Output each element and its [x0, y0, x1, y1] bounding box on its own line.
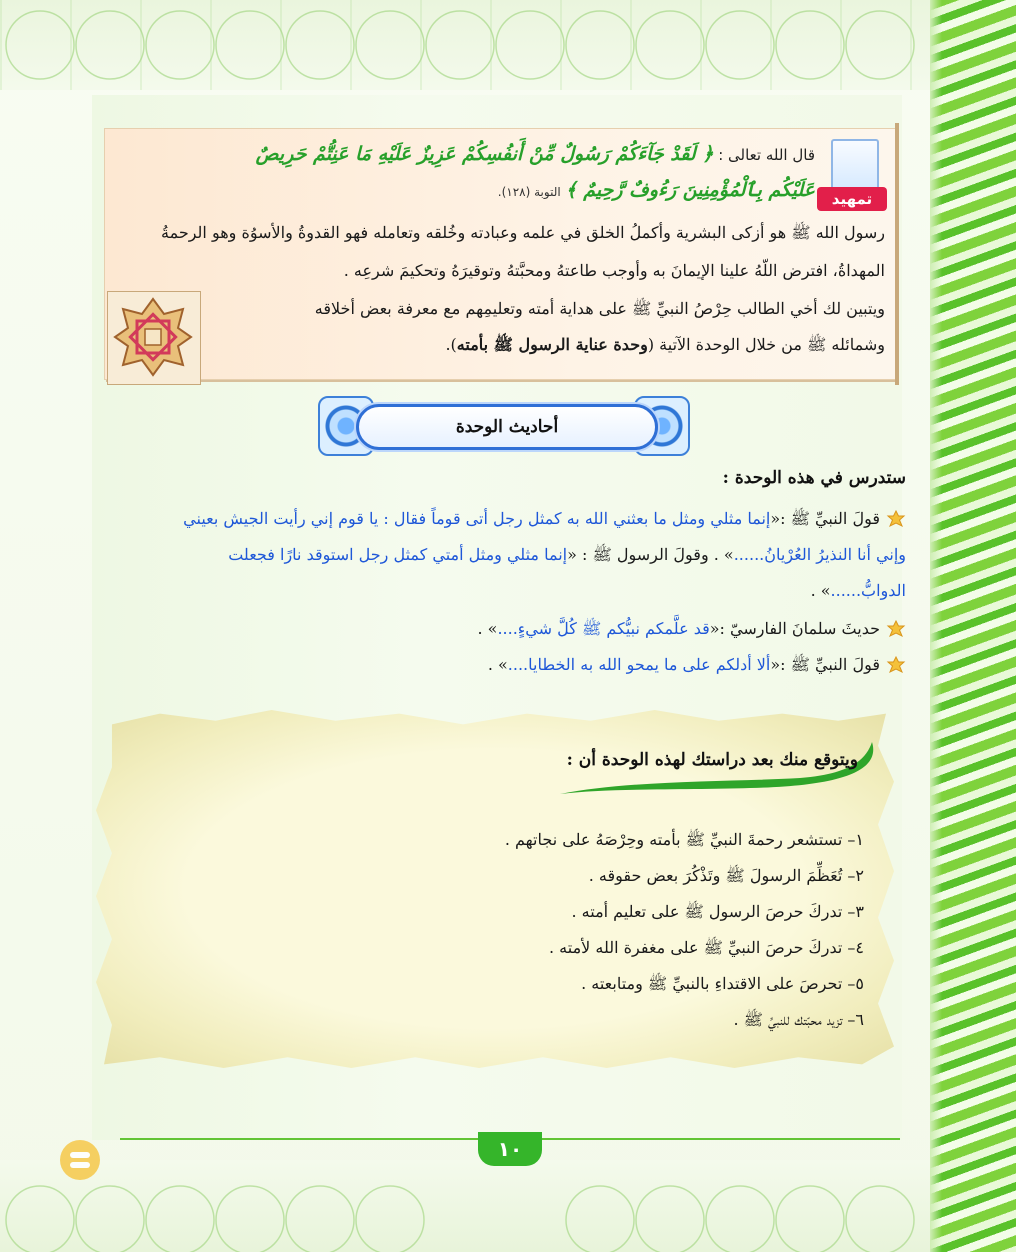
verse-source: التوبة (١٢٨).	[497, 185, 561, 199]
hadith-2-intro: » . وقولَ الرسول ﷺ : «	[567, 545, 734, 564]
star-bullet-icon	[886, 620, 906, 640]
hadith-2-end: » .	[810, 581, 831, 600]
hadith-bullet-3	[488, 652, 906, 678]
banner-title: أحاديث الوحدة	[455, 417, 559, 437]
star-bullet-icon	[886, 656, 906, 676]
intro-line-3: ويتبين لك أخي الطالب حِرْصُ النبيِّ ﷺ على هداية أمته وتعليمِهم مع معرفة بعض أخلاقه	[314, 299, 885, 318]
objective-item: ٣– تدركَ حرصَ الرسول ﷺ على تعليم أمته .	[571, 902, 864, 921]
hadith-3-text: قد علَّمكم نبيُّكم ﷺ كُلَّ شيءٍ....	[497, 619, 710, 638]
badge-label: تمهيد	[817, 187, 887, 211]
unit-title: وحدة عناية الرسول ﷺ بأمته	[456, 335, 648, 354]
intro-line-4-start: وشمائله ﷺ من خلال الوحدة الآتية (	[647, 335, 885, 354]
objective-item: ٢– تُعَظِّمَ الرسولَ ﷺ وتَذْكُرَ بعض حقوقه .	[588, 866, 864, 885]
hadith-2-text-cont: الدوابُّ......	[830, 581, 906, 600]
hadith-banner	[318, 394, 690, 454]
objective-item: ٤– تدركَ حرصَ النبيِّ ﷺ على مغفرة الله لأمته .	[549, 938, 864, 957]
hadith-3-intro: حديثَ سلمانَ الفارسيّ :«	[709, 619, 880, 638]
objectives-parchment	[96, 710, 894, 1068]
hadith-section-title: ستدرس في هذه الوحدة :	[722, 468, 906, 488]
verse-text-2: عَلَيْكُم بِٱلْمُؤْمِنِينَ رَءُوفٌ رَّحِيمٌ ﴾	[565, 179, 815, 201]
star-ornament-icon	[113, 297, 193, 377]
intro-line-2: المهداةُ، افترض اللّهُ علينا الإيمانَ به وأوجب طاعتهُ ومحبَّتهُ وتوقيرَهُ وتحكيمَ شرعِه .	[343, 261, 885, 280]
verse-line-2	[498, 179, 815, 201]
hadith-bullet-1	[183, 506, 906, 532]
intro-box	[104, 128, 896, 380]
hadith-4-intro: قولَ النبيِّ ﷺ :«	[770, 655, 880, 674]
arabesque-pattern-bottom	[0, 1160, 930, 1252]
hadith-2-text: إنما مثلي ومثل أمتي كمثل رجل استوقد نارًا فجعلت	[228, 545, 568, 564]
hadith-1-intro: قولَ النبيِّ ﷺ :«	[770, 509, 880, 528]
objective-item: ٥– تحرصَ على الاقتداءِ بالنبيِّ ﷺ ومتابعته .	[581, 974, 864, 993]
hadith-bullet-2	[477, 616, 906, 642]
publisher-logo-icon	[60, 1140, 100, 1180]
hadith-3-end: » .	[477, 619, 498, 638]
intro-line-4	[445, 333, 885, 357]
page-number: ١٠	[478, 1132, 542, 1166]
star-bullet-icon	[886, 510, 906, 530]
objective-item: ١– تستشعر رحمةَ النبيِّ ﷺ بأمته وحِرْصَهُ على نجاتهم .	[504, 830, 864, 849]
intro-line-4-end: ).	[445, 335, 457, 354]
intro-badge	[817, 139, 887, 213]
top-ornament-band	[0, 0, 930, 90]
hadith-4-end: » .	[487, 655, 508, 674]
verse-prefix: قال الله تعالى :	[718, 146, 815, 164]
intro-side-rule	[895, 123, 899, 385]
verse-line-1	[256, 143, 815, 165]
decorative-side-strip	[930, 0, 1016, 1252]
hadith-4-text: ألا أدلكم على ما يمحو الله به الخطايا....	[507, 655, 771, 674]
bottom-ornament-band	[0, 1160, 930, 1252]
hadith-bullet-1-line-2	[228, 542, 906, 568]
banner-pill	[356, 404, 658, 450]
intro-line-1: رسول الله ﷺ هو أزكى البشرية وأكملُ الخلق في علمه وعبادته وخُلقه وتعامله فهو القدوةُ والأسوُة وهو الرحمةُ	[160, 223, 885, 242]
objectives-heading: ويتوقع منك بعد دراستك لهذه الوحدة أن :	[566, 750, 858, 770]
hadith-1-text: إنما مثلي ومثل ما بعثني الله به كمثل رجل أتى قوماً فقال : يا قوم إني رأيت الجيش بعيني	[183, 509, 771, 528]
arabesque-pattern	[0, 0, 930, 90]
verse-text-1: ﴿ لَقَدْ جَآءَكُمْ رَسُولٌ مِّنْ أَنفُسِكُمْ عَزِيزٌ عَلَيْهِ مَا عَنِتُّمْ حَرِيصٌ	[255, 143, 714, 165]
hadith-bullet-1-line-3	[811, 578, 906, 604]
hadith-1-text-cont: وإني أنا النذيرُ العُرْيانُ......	[733, 545, 906, 564]
objective-item: ٦– تزيد محبّتك للنبيِّ ﷺ .	[733, 1010, 864, 1029]
